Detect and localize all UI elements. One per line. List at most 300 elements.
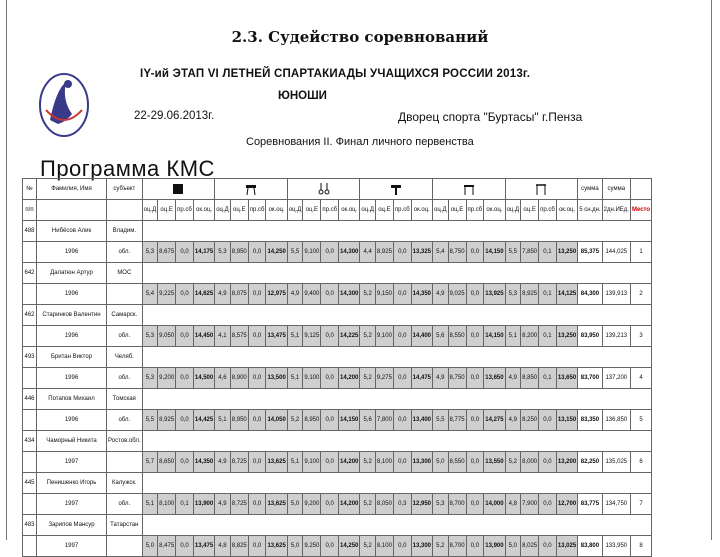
- table-row: [23, 263, 652, 284]
- subheader-row: [23, 200, 652, 221]
- total-score: 135,025: [602, 452, 630, 473]
- score-cell: 5,5: [142, 410, 158, 431]
- score-cell: 8,700: [448, 536, 466, 557]
- score-cell: 4,9: [433, 284, 449, 305]
- apparatus-header: [287, 179, 360, 200]
- score-cell: 0,0: [248, 494, 266, 515]
- score-cell: 0,1: [539, 242, 557, 263]
- apparatus-total: 13,150: [556, 410, 577, 431]
- apparatus-total: 12,975: [266, 284, 287, 305]
- pommel-horse-icon: [244, 182, 258, 196]
- athlete-region: Калужск.: [107, 473, 143, 494]
- apparatus-total: 13,650: [556, 368, 577, 389]
- score-cell: 5,0: [433, 452, 449, 473]
- score-subheader: оц.Е: [303, 200, 321, 221]
- score-cell: 9,100: [375, 326, 393, 347]
- blank-cell: [142, 515, 651, 536]
- apparatus-total: 13,325: [411, 242, 432, 263]
- table-row: [23, 473, 652, 494]
- apparatus-total: 13,025: [556, 536, 577, 557]
- score-cell: 0,0: [176, 368, 194, 389]
- score-cell: 9,200: [158, 368, 176, 389]
- apparatus-total: 13,900: [193, 494, 214, 515]
- score-cell: 0,0: [466, 452, 484, 473]
- score-cell: 5,2: [360, 284, 376, 305]
- table-row: [23, 431, 652, 452]
- blank-cell: [23, 368, 37, 389]
- score-cell: 5,5: [505, 242, 521, 263]
- program-title: Программа КМС: [40, 156, 215, 181]
- athlete-year: 1996: [37, 410, 107, 431]
- total-score: 83,350: [578, 410, 602, 431]
- score-cell: 8,900: [230, 368, 248, 389]
- apparatus-total: 13,650: [484, 368, 505, 389]
- table-row: [23, 410, 652, 431]
- apparatus-total: 14,300: [339, 284, 360, 305]
- total-score: 137,200: [602, 368, 630, 389]
- score-cell: 0,0: [321, 242, 339, 263]
- score-cell: 5,0: [142, 536, 158, 557]
- parallel-bars-icon: [462, 182, 476, 196]
- score-cell: 0,1: [539, 326, 557, 347]
- score-cell: 0,0: [321, 368, 339, 389]
- score-cell: 0,0: [321, 326, 339, 347]
- score-subheader: ок.оц.: [556, 200, 577, 221]
- apparatus-total: 14,425: [193, 410, 214, 431]
- place-cell: 6: [630, 452, 651, 473]
- apparatus-total: 14,475: [411, 368, 432, 389]
- place-cell: 5: [630, 410, 651, 431]
- header-cell: [107, 200, 143, 221]
- score-cell: 0,0: [321, 410, 339, 431]
- apparatus-total: 14,350: [193, 452, 214, 473]
- score-cell: 8,650: [158, 452, 176, 473]
- score-subheader: ок.оц.: [411, 200, 432, 221]
- athlete-number: 493: [23, 347, 37, 368]
- score-cell: 0,0: [176, 242, 194, 263]
- score-cell: 8,750: [448, 368, 466, 389]
- table-row: [23, 284, 652, 305]
- total-score: 84,300: [578, 284, 602, 305]
- score-subheader: ок.оц.: [484, 200, 505, 221]
- score-cell: 0,0: [393, 284, 411, 305]
- score-cell: 5,2: [287, 410, 303, 431]
- score-cell: 5,2: [360, 536, 376, 557]
- score-cell: 5,6: [360, 410, 376, 431]
- score-subheader: оц.Д: [287, 200, 303, 221]
- score-cell: 5,0: [287, 494, 303, 515]
- score-cell: 0,0: [321, 284, 339, 305]
- score-cell: 9,025: [448, 284, 466, 305]
- score-cell: 5,1: [287, 452, 303, 473]
- blank-cell: [23, 326, 37, 347]
- apparatus-total: 13,925: [484, 284, 505, 305]
- score-cell: 5,3: [433, 494, 449, 515]
- apparatus-total: 13,900: [484, 536, 505, 557]
- apparatus-total: 12,950: [411, 494, 432, 515]
- score-cell: 9,225: [158, 284, 176, 305]
- score-subheader: оц.Е: [521, 200, 539, 221]
- score-subheader: оц.Д: [360, 200, 376, 221]
- score-cell: 0,0: [248, 284, 266, 305]
- score-cell: 8,775: [448, 410, 466, 431]
- score-cell: 5,3: [215, 242, 231, 263]
- score-cell: 0,0: [393, 368, 411, 389]
- score-subheader: ок.оц.: [193, 200, 214, 221]
- apparatus-total: 14,000: [484, 494, 505, 515]
- score-cell: 9,050: [158, 326, 176, 347]
- athlete-region: обл.: [107, 494, 143, 515]
- apparatus-total: 13,250: [556, 326, 577, 347]
- results-table: [22, 178, 652, 557]
- vault-icon: [389, 182, 403, 196]
- total-subheader: 2дн.ИЕд.: [602, 200, 630, 221]
- score-cell: 8,475: [158, 536, 176, 557]
- score-cell: 9,400: [303, 284, 321, 305]
- apparatus-total: 13,250: [556, 242, 577, 263]
- total-score: 144,025: [602, 242, 630, 263]
- blank-cell: [142, 263, 651, 284]
- apparatus-total: 14,450: [193, 326, 214, 347]
- score-cell: 5,2: [360, 452, 376, 473]
- athlete-year: 1996: [37, 326, 107, 347]
- place-header: [630, 179, 651, 200]
- score-cell: 4,9: [505, 368, 521, 389]
- table-row: [23, 326, 652, 347]
- apparatus-total: 13,300: [411, 536, 432, 557]
- apparatus-total: 14,200: [339, 452, 360, 473]
- total-score: 136,850: [602, 410, 630, 431]
- blank-cell: [142, 221, 651, 242]
- table-row: [23, 221, 652, 242]
- protocol-document: [18, 62, 698, 549]
- score-subheader: оц.Д: [215, 200, 231, 221]
- score-cell: 5,2: [433, 536, 449, 557]
- score-cell: 0,0: [539, 452, 557, 473]
- score-cell: 4,1: [215, 326, 231, 347]
- score-cell: 7,850: [521, 242, 539, 263]
- score-cell: 0,0: [176, 326, 194, 347]
- apparatus-total: 14,175: [193, 242, 214, 263]
- total-score: 83,950: [578, 326, 602, 347]
- rings-icon: [317, 182, 331, 196]
- score-cell: 0,0: [539, 536, 557, 557]
- athlete-region: обл.: [107, 326, 143, 347]
- score-cell: 9,150: [375, 284, 393, 305]
- total-score: 83,775: [578, 494, 602, 515]
- score-subheader: пр.сб: [248, 200, 266, 221]
- score-cell: 5,1: [505, 326, 521, 347]
- apparatus-header: [215, 179, 288, 200]
- athlete-number: 488: [23, 221, 37, 242]
- score-cell: 8,950: [230, 410, 248, 431]
- table-row: [23, 389, 652, 410]
- score-cell: 8,675: [158, 242, 176, 263]
- athlete-name: Пенишенко Игорь: [37, 473, 107, 494]
- score-subheader: пр.сб: [321, 200, 339, 221]
- apparatus-total: 13,200: [556, 452, 577, 473]
- competition-title: Соревнования II. Финал личного первенства: [246, 136, 474, 148]
- header-cell: субъект: [107, 179, 143, 200]
- score-cell: 5,6: [433, 326, 449, 347]
- score-cell: 5,2: [360, 368, 376, 389]
- apparatus-total: 12,700: [556, 494, 577, 515]
- blank-cell: [23, 452, 37, 473]
- athlete-number: 462: [23, 305, 37, 326]
- score-cell: 0,0: [466, 242, 484, 263]
- score-cell: 8,950: [230, 242, 248, 263]
- score-cell: 0,3: [393, 494, 411, 515]
- score-cell: 8,075: [230, 284, 248, 305]
- athlete-region: обл.: [107, 410, 143, 431]
- score-cell: 8,925: [158, 410, 176, 431]
- apparatus-total: 13,475: [266, 326, 287, 347]
- total-score: 85,375: [578, 242, 602, 263]
- athlete-region: [107, 284, 143, 305]
- athlete-name: Нибёсов Алик: [37, 221, 107, 242]
- total-header: сумма: [602, 179, 630, 200]
- score-cell: 5,1: [287, 326, 303, 347]
- score-cell: 8,725: [230, 494, 248, 515]
- total-score: 82,250: [578, 452, 602, 473]
- blank-cell: [23, 410, 37, 431]
- score-cell: 7,800: [375, 410, 393, 431]
- score-subheader: пр.сб: [466, 200, 484, 221]
- place-cell: 2: [630, 284, 651, 305]
- score-subheader: ок.оц.: [339, 200, 360, 221]
- apparatus-total: 13,625: [266, 494, 287, 515]
- score-cell: 7,900: [521, 494, 539, 515]
- slide-title: 2.3. Судейство соревнований: [231, 28, 489, 46]
- apparatus-total: 13,625: [266, 452, 287, 473]
- event-title: IY-ий ЭТАП VI ЛЕТНЕЙ СПАРТАКИАДЫ УЧАЩИХСЯ РОССИИ 2013г.: [140, 68, 531, 80]
- athlete-year: 1997: [37, 452, 107, 473]
- score-cell: 0,0: [248, 368, 266, 389]
- score-cell: 0,0: [248, 410, 266, 431]
- score-cell: 0,0: [176, 452, 194, 473]
- blank-cell: [142, 347, 651, 368]
- score-cell: 0,0: [466, 326, 484, 347]
- apparatus-total: 13,500: [266, 368, 287, 389]
- score-cell: 4,9: [215, 494, 231, 515]
- score-cell: 4,9: [215, 452, 231, 473]
- score-subheader: оц.Е: [230, 200, 248, 221]
- blank-cell: [142, 431, 651, 452]
- score-subheader: пр.сб: [539, 200, 557, 221]
- score-cell: 0,0: [176, 536, 194, 557]
- athlete-year: 1997: [37, 494, 107, 515]
- place-cell: 3: [630, 326, 651, 347]
- apparatus-header: [142, 179, 215, 200]
- athlete-number: 445: [23, 473, 37, 494]
- score-cell: 5,3: [142, 326, 158, 347]
- score-cell: 9,100: [303, 368, 321, 389]
- score-cell: 9,100: [303, 242, 321, 263]
- floor-exercise-icon: [171, 182, 185, 196]
- score-subheader: оц.Е: [448, 200, 466, 221]
- apparatus-total: 14,150: [339, 410, 360, 431]
- athlete-number: 434: [23, 431, 37, 452]
- athlete-region: Самарск.: [107, 305, 143, 326]
- place-cell: 4: [630, 368, 651, 389]
- score-cell: 9,125: [303, 326, 321, 347]
- apparatus-total: 14,350: [411, 284, 432, 305]
- header-cell: [37, 200, 107, 221]
- score-cell: 0,1: [539, 368, 557, 389]
- blank-cell: [23, 536, 37, 557]
- apparatus-total: 14,275: [484, 410, 505, 431]
- apparatus-total: 13,400: [411, 410, 432, 431]
- apparatus-total: 14,150: [484, 326, 505, 347]
- federation-logo: [36, 70, 92, 140]
- score-subheader: оц.Д: [505, 200, 521, 221]
- athlete-year: 1996: [37, 242, 107, 263]
- athlete-region: Ростов.обл.: [107, 431, 143, 452]
- athlete-region: [107, 452, 143, 473]
- apparatus-total: 14,250: [339, 536, 360, 557]
- score-cell: 0,0: [466, 536, 484, 557]
- header-cell: Фамилия, Имя: [37, 179, 107, 200]
- table-row: [23, 515, 652, 536]
- score-cell: 5,0: [505, 536, 521, 557]
- score-cell: 8,825: [230, 536, 248, 557]
- total-header: сумма: [578, 179, 602, 200]
- athlete-region: обл.: [107, 242, 143, 263]
- score-cell: 8,850: [521, 368, 539, 389]
- score-cell: 4,9: [287, 284, 303, 305]
- apparatus-total: 13,300: [411, 452, 432, 473]
- score-cell: 0,0: [176, 410, 194, 431]
- score-cell: 5,5: [287, 242, 303, 263]
- score-cell: 5,1: [287, 368, 303, 389]
- total-subheader: Место: [630, 200, 651, 221]
- total-score: 83,700: [578, 368, 602, 389]
- score-subheader: оц.Д: [142, 200, 158, 221]
- score-subheader: оц.Е: [158, 200, 176, 221]
- total-score: 139,913: [602, 284, 630, 305]
- blank-cell: [23, 494, 37, 515]
- apparatus-total: 14,250: [266, 242, 287, 263]
- score-cell: 0,0: [248, 536, 266, 557]
- header-cell: №: [23, 179, 37, 200]
- score-cell: 0,0: [539, 410, 557, 431]
- score-cell: 0,1: [176, 494, 194, 515]
- score-cell: 8,025: [521, 536, 539, 557]
- total-score: 134,750: [602, 494, 630, 515]
- apparatus-total: 14,625: [193, 284, 214, 305]
- header-cell: п/п: [23, 200, 37, 221]
- apparatus-total: 14,125: [556, 284, 577, 305]
- apparatus-total: 14,200: [339, 494, 360, 515]
- score-cell: 8,100: [375, 452, 393, 473]
- apparatus-total: 13,475: [193, 536, 214, 557]
- score-cell: 8,200: [521, 326, 539, 347]
- score-subheader: оц.Д: [433, 200, 449, 221]
- table-row: [23, 305, 652, 326]
- athlete-region: МОС: [107, 263, 143, 284]
- blank-cell: [23, 242, 37, 263]
- score-cell: 4,4: [360, 242, 376, 263]
- score-cell: 0,0: [393, 326, 411, 347]
- total-score: 139,213: [602, 326, 630, 347]
- score-cell: 0,0: [321, 494, 339, 515]
- athlete-region: Татарстан: [107, 515, 143, 536]
- score-cell: 8,950: [303, 410, 321, 431]
- score-cell: 0,0: [466, 494, 484, 515]
- athlete-name: Чаморный Никита: [37, 431, 107, 452]
- table-row: [23, 242, 652, 263]
- blank-cell: [142, 473, 651, 494]
- athlete-name: Британ Виктор: [37, 347, 107, 368]
- apparatus-total: 14,200: [339, 368, 360, 389]
- score-cell: 5,2: [360, 494, 376, 515]
- score-cell: 5,1: [142, 494, 158, 515]
- athlete-name: Старинков Валентин: [37, 305, 107, 326]
- score-cell: 9,250: [303, 536, 321, 557]
- score-cell: 4,8: [215, 536, 231, 557]
- athlete-region: Челяб.: [107, 347, 143, 368]
- score-cell: 0,0: [393, 452, 411, 473]
- blank-cell: [142, 305, 651, 326]
- athlete-number: 446: [23, 389, 37, 410]
- table-row: [23, 452, 652, 473]
- athlete-name: Зарипов Мансур: [37, 515, 107, 536]
- score-cell: 5,4: [433, 242, 449, 263]
- event-subtitle: ЮНОШИ: [278, 90, 327, 102]
- score-cell: 8,700: [448, 494, 466, 515]
- score-cell: 5,3: [142, 368, 158, 389]
- score-cell: 8,250: [521, 410, 539, 431]
- score-cell: 5,3: [142, 242, 158, 263]
- header-row: [23, 179, 652, 200]
- score-cell: 0,0: [466, 284, 484, 305]
- total-score: 133,950: [602, 536, 630, 557]
- table-row: [23, 368, 652, 389]
- score-cell: 8,050: [375, 494, 393, 515]
- horizontal-bar-icon: [534, 182, 548, 196]
- score-cell: 0,0: [321, 536, 339, 557]
- score-cell: 8,575: [230, 326, 248, 347]
- score-cell: 0,0: [466, 368, 484, 389]
- place-cell: 7: [630, 494, 651, 515]
- score-cell: 0,0: [393, 410, 411, 431]
- score-cell: 0,0: [466, 410, 484, 431]
- score-cell: 9,100: [303, 452, 321, 473]
- apparatus-total: 13,625: [266, 536, 287, 557]
- score-cell: 8,925: [521, 284, 539, 305]
- event-venue: Дворец спорта "Буртасы" г.Пенза: [398, 110, 583, 124]
- apparatus-total: 14,500: [193, 368, 214, 389]
- apparatus-total: 14,300: [339, 242, 360, 263]
- score-cell: 9,275: [375, 368, 393, 389]
- score-cell: 4,8: [505, 494, 521, 515]
- athlete-year: 1997: [37, 536, 107, 557]
- score-cell: 0,0: [393, 242, 411, 263]
- total-subheader: 5 сн.дн.: [578, 200, 602, 221]
- score-cell: 4,9: [433, 368, 449, 389]
- event-dates: 22-29.06.2013г.: [134, 110, 215, 122]
- blank-cell: [142, 389, 651, 410]
- athlete-region: Владим.: [107, 221, 143, 242]
- score-cell: 8,100: [375, 536, 393, 557]
- apparatus-total: 14,400: [411, 326, 432, 347]
- score-cell: 0,0: [176, 284, 194, 305]
- athlete-region: Томская: [107, 389, 143, 410]
- score-cell: 5,2: [505, 452, 521, 473]
- apparatus-total: 13,550: [484, 452, 505, 473]
- score-cell: 8,550: [448, 326, 466, 347]
- score-cell: 5,1: [215, 410, 231, 431]
